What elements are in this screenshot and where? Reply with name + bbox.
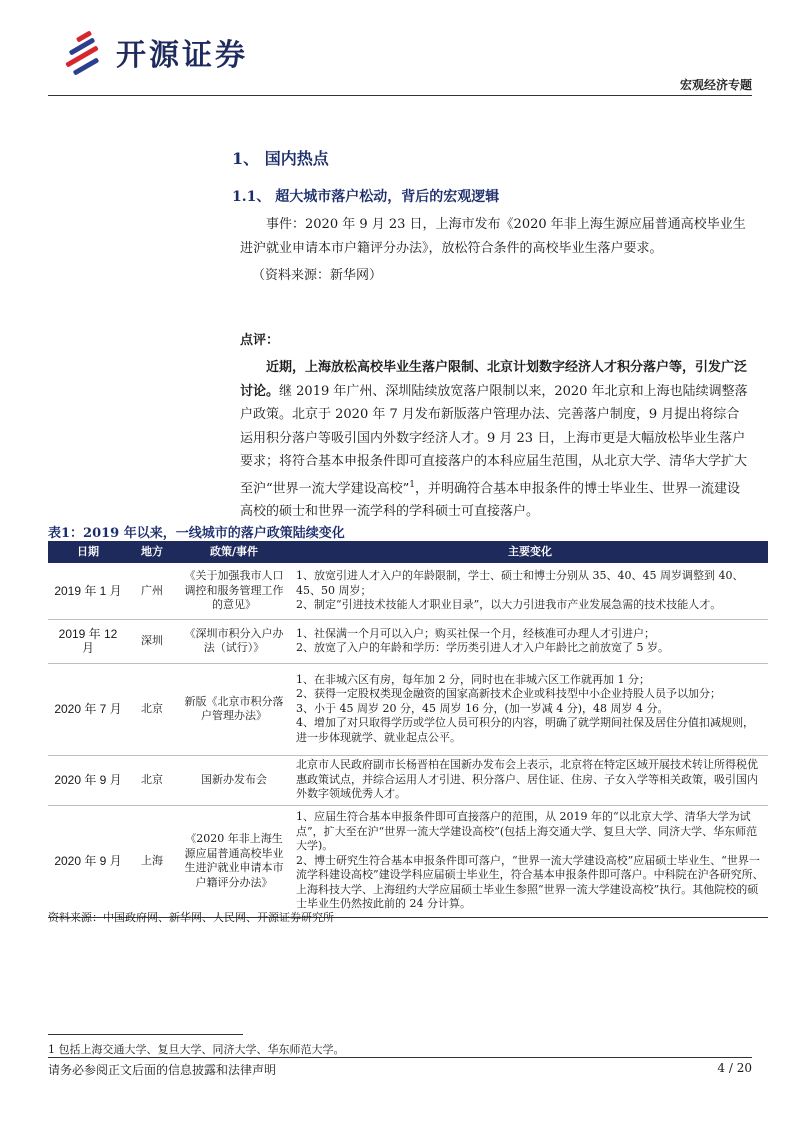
row-policy: 《2020 年非上海生源应届普通高校毕业生进沪就业申请本市户籍评分办法》	[176, 805, 292, 917]
table-row	[48, 663, 768, 755]
comment-tail: ，并明确符合基本申报条件的博士毕业生、世界一流建设高校的硕士和世界一流学科的学科硕士可直接落户。	[240, 480, 741, 520]
change-item: 北京市人民政府副市长杨晋柏在国新办发布会上表示，北京将在特定区域开展技术转让所得税优惠政策试点，并综合运用人才引进、积分落户、居住证、住房、子女入学等相关政策，吸引国内外数字领域优秀人才。	[296, 758, 758, 801]
brand-logo	[62, 30, 248, 74]
brand-name: 开源证券	[116, 38, 248, 73]
footnote: 1 包括上海交通大学、复旦大学、同济大学、华东师范大学。	[48, 1043, 345, 1056]
table-row	[48, 563, 768, 619]
row-place: 深圳	[128, 619, 176, 663]
col-header-changes: 主要变化	[292, 541, 768, 563]
table-row	[48, 619, 768, 663]
row-changes	[292, 805, 768, 917]
col-header-policy: 政策/事件	[176, 541, 292, 563]
source-note: （资料来源：新华网）	[252, 268, 383, 283]
logo-mark-icon	[62, 32, 108, 72]
change-item: 2、放宽了入户的年龄和学历：学历类引进人才入户年龄比之前放宽了 5 岁。	[296, 641, 669, 654]
change-item: 1、应届生符合基本申报条件即可直接落户的范围，从 2019 年的“以北京大学、清华大学为试点”，扩大至在沪“世界一流大学建设高校”(包括上海交通大学、复旦大学、同济大学、华东师范大学)。	[296, 810, 758, 853]
row-place: 北京	[128, 755, 176, 805]
change-item: 1、社保满一个月可以入户；购买社保一个月，经核准可办理人才引进户；	[296, 626, 655, 640]
row-date: 2020 年 9 月	[48, 805, 128, 917]
table-row	[48, 755, 768, 805]
row-date: 2020 年 7 月	[48, 663, 128, 755]
row-policy: 《深圳市积分入户办法（试行）》	[176, 619, 292, 663]
heading-level-2: 1.1、 超大城市落户松动，背后的宏观逻辑	[232, 189, 500, 205]
footer-divider	[48, 1057, 752, 1058]
row-policy: 《关于加强我市人口调控和服务管理工作的意见》	[176, 563, 292, 619]
footnote-ref: 1	[409, 479, 416, 490]
table-header-row	[48, 541, 768, 563]
change-item: 1、在非城六区有房，每年加 2 分，同时也在非城六区工作就再加 1 分；	[296, 672, 650, 686]
footer-disclaimer: 请务必参阅正文后面的信息披露和法律声明	[48, 1063, 277, 1077]
col-header-date: 日期	[48, 541, 128, 563]
row-changes	[292, 755, 768, 805]
change-item: 2、博士研究生符合基本申报条件即可落户，“世界一流大学建设高校”应届硕士毕业生、“世界一流学科建设高校”建设学科应届硕士毕业生，符合基本申报条件即可落户。中科院在沪各研究所、上海科技大学、上海纽约大学应届硕士毕业生参照“世界一流大学建设高校”执行。其他院校的硕士毕业生仍然按此前的 24 分计算。	[296, 853, 764, 911]
header-divider	[48, 95, 752, 96]
policy-table	[48, 541, 768, 918]
comment-lead: 近期，上海放松高校毕业生落户限制、北京计划数字经济人才积分落户等，引发广泛讨论。	[240, 360, 748, 399]
heading-level-1: 1、 国内热点	[232, 149, 329, 168]
table-row	[48, 805, 768, 917]
change-item: 3、小于 45 周岁 20 分，45 周岁 16 分，(加一岁减 4 分)，48 周岁 4 分。	[296, 701, 669, 715]
page-number: 4 / 20	[717, 1061, 752, 1075]
change-item: 2、制定“引进技术技能人才职业目录”，以大力引进我市产业发展急需的技术技能人才。	[296, 598, 722, 611]
col-header-place: 地方	[128, 541, 176, 563]
row-changes	[292, 663, 768, 755]
row-changes	[292, 619, 768, 663]
row-place: 广州	[128, 563, 176, 619]
table-title: 表1：2019 年以来，一线城市的落户政策陆续变化	[48, 526, 345, 541]
comment-label: 点评：	[240, 333, 280, 348]
section-label: 宏观经济专题	[679, 78, 752, 92]
event-paragraph: 事件：2020 年 9 月 23 日，上海市发布《2020 年非上海生源应届普通高校毕业生进沪就业申请本市户籍评分办法》，放松符合条件的高校毕业生落户要求。	[240, 217, 746, 256]
comment-body: 继 2019 年广州、深圳陆续放宽落户限制以来，2020 年北京和上海也陆续调整落户政策。北京于 2020 年 7 月发布新版落户管理办法、完善落户制度，9 月提出将综合运用积分落户等吸引国内外数字经济人才。9 月 23 日，上海市更是大幅放松毕业生落户要求；将符合基本申报条件即可直接落户的本科应届生范围，从北京大学、清华大学扩大至沪“世界一流大学建设高校”	[240, 383, 748, 496]
row-place: 上海	[128, 805, 176, 917]
change-item: 1、放宽引进人才入户的年龄限制，学士、硕士和博士分别从 35、40、45 周岁调整到 40、45、50 周岁；	[296, 569, 744, 597]
comment-paragraph	[240, 356, 752, 524]
row-date: 2019 年 1 月	[48, 563, 128, 619]
row-date: 2019 年 12 月	[48, 619, 128, 663]
row-policy: 新版《北京市积分落户管理办法》	[176, 663, 292, 755]
footnote-divider	[48, 1034, 243, 1035]
table-source: 资料来源：中国政府网、新华网、人民网、开源证券研究所	[48, 911, 334, 924]
change-item: 2、获得一定股权类现金融资的国家高新技术企业或科技型中小企业持股人员予以加分；	[296, 687, 721, 701]
row-place: 北京	[128, 663, 176, 755]
row-policy: 国新办发布会	[176, 755, 292, 805]
row-date: 2020 年 9 月	[48, 755, 128, 805]
row-changes	[292, 563, 768, 619]
change-item: 4、增加了对只取得学历或学位人员可积分的内容，明确了就学期间社保及居住分值扣减规则，进一步体现就学、就业起点公平。	[296, 716, 754, 744]
